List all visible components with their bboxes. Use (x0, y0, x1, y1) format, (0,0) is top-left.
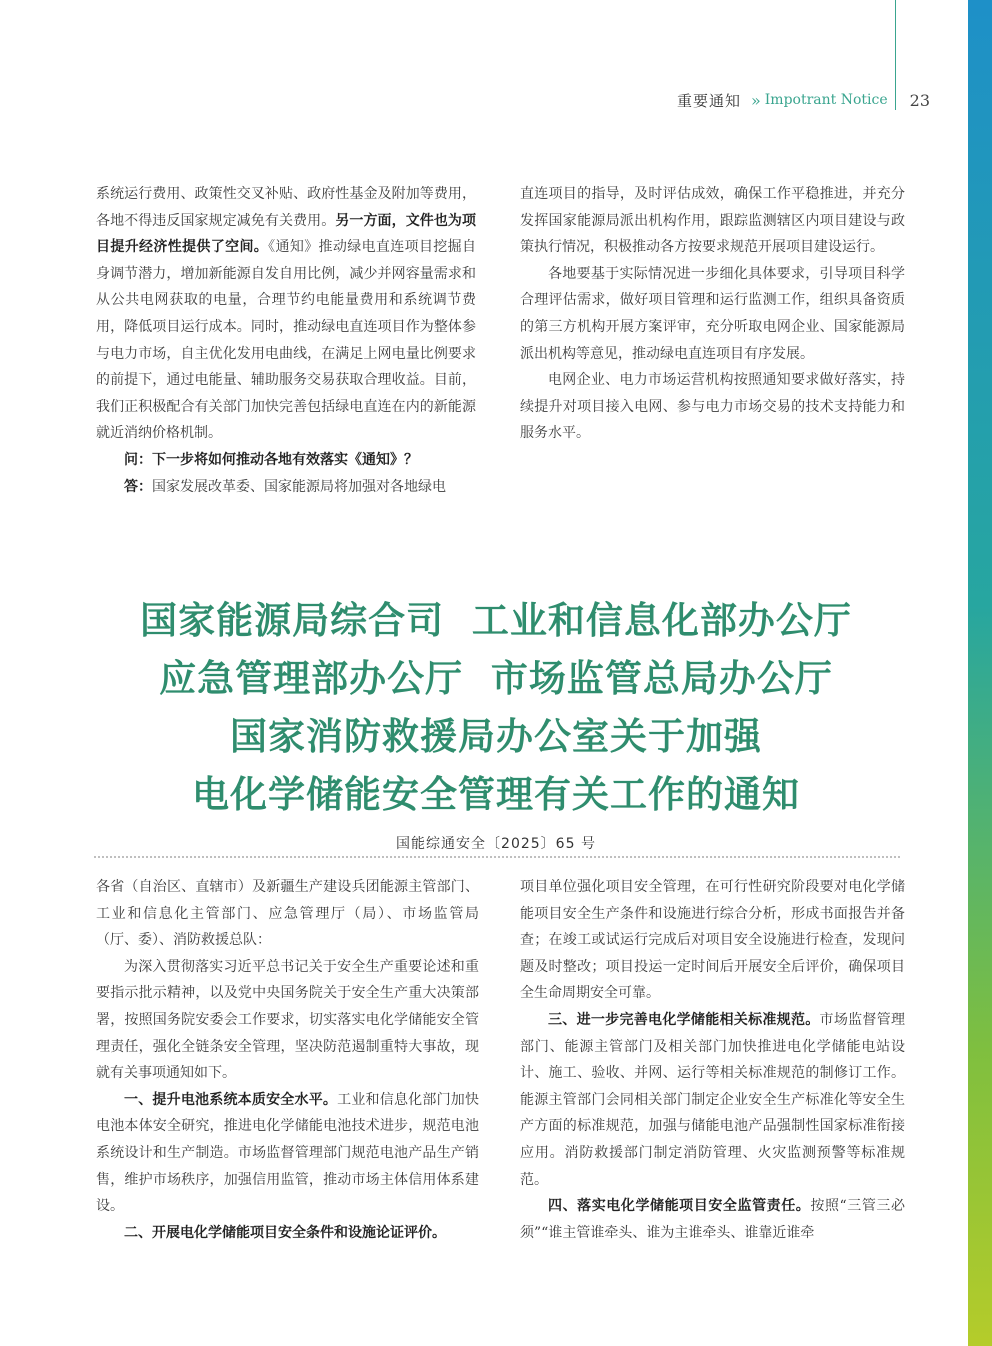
answer-text: 国家发展改革委、国家能源局将加强对各地绿电 (152, 478, 446, 495)
question-text: 问：下一步将如何推动各地有效落实《通知》？ (124, 451, 418, 468)
section-heading: 四、落实电化学储能项目安全监管责任。 (548, 1198, 811, 1215)
section-heading: 二、开展电化学储能项目安全条件和设施论证评价。 (124, 1224, 446, 1241)
question (96, 447, 476, 474)
text-run: 《通知》推动绿电直连项目挖掘自身调节潜力，增加新能源自发自用比例，减少并网容量需求和从公共电网获取的电量，合理节约电能量费用和系统调节费用，降低项目运行成本。同时，推动绿电直连项目作为整体参与电力市场，自主优化发用电曲线，在满足上网电量比例要求的前提下，通过电能量、辅助服务交易获取合理收益。目前，我们正积极配合有关部门加快完善包括绿电直连在内的新能源就近消纳价格机制。 (96, 239, 477, 442)
section-text: 工业和信息化部门加快电池本体安全研究，推进电化学储能电池技术进步，规范电池系统设计和生产制造。市场监督管理部门规范电池产品生产销售，维护市场秩序，加强信用监管，推动市场主体信用体系建设。 (96, 1091, 479, 1215)
section-heading: 一、提升电池系统本质安全水平。 (124, 1091, 338, 1108)
paragraph: 各地要基于实际情况进一步细化具体要求，引导项目科学合理评估需求，做好项目管理和运行监测工作，组织具备资质的第三方机构开展方案评审，充分听取电网企业、国家能源局派出机构等意见，推动绿电直连项目有序发展。 (520, 265, 905, 362)
double-chevron-icon: » (750, 90, 761, 110)
answer-label: 答： (124, 478, 152, 495)
answer (96, 474, 476, 501)
paragraph: 项目单位强化项目安全管理，在可行性研究阶段要对电化学储能项目安全生产条件和设施进行综合分析，形成书面报告并备查；在竣工或试运行完成后对项目安全设施进行检查，发现问题及时整改；项目投运一定时间后开展安全后评价，确保项目全生命周期安全可靠。 (520, 879, 905, 1002)
paragraph: 电网企业、电力市场运营机构按照通知要求做好落实，持续提升对项目接入电网、参与电力市场交易的技术支持能力和服务水平。 (520, 372, 905, 442)
section-text: 按照“三管三必须”“谁主管谁牵头、谁为主谁牵头、谁靠近谁牵 (520, 1198, 905, 1241)
section-2 (96, 1220, 479, 1247)
paragraph: 为深入贯彻落实习近平总书记关于安全生产重要论述和重要指示批示精神，以及党中央国务院关于安全生产重大决策部署，按照国务院安委会工作要求，切实落实电化学储能安全管理责任，强化全链条安全管理，坚决防范遏制重特大事故，现就有关事项通知如下。 (96, 958, 479, 1082)
section-title-en: Impotrant Notice (764, 92, 888, 108)
text-run: 系统运行费用、政策性交叉补贴、政府性基金及附加等费用，各地不得违反国家规定减免有关费用。 (96, 186, 476, 229)
bottom-right-column (520, 874, 905, 1246)
section-heading: 三、进一步完善电化学储能相关标准规范。 (548, 1011, 820, 1028)
running-header (0, 88, 930, 112)
section-title-cn: 重要通知 (676, 91, 741, 110)
addressee: 各省（自治区、直辖市）及新疆生产建设兵团能源主管部门、工业和信息化主管部门、应急管理厅（局）、市场监管局（厅、委）、消防救援总队： (96, 879, 479, 949)
section-4 (520, 1193, 905, 1246)
title-line: 电化学储能安全管理有关工作的通知 (192, 773, 800, 816)
document-number: 国能综通安全〔2025〕65 号 (396, 836, 596, 852)
section-1 (96, 1087, 479, 1220)
title-line: 国家能源局综合司 工业和信息化部办公厅 (140, 599, 852, 642)
section-text: 市场监督管理部门、能源主管部门及相关部门加快推进电化学储能电站设计、施工、验收、并网、运行等相关标准规范的制修订工作。能源主管部门会同相关部门制定企业安全生产标准化等安全生产方面的标准规范，加强与储能电池产品强制性国家标准衔接应用。消防救援部门制定消防管理、火灾监测预警等标准规范。 (520, 1011, 906, 1188)
bottom-left-column (96, 874, 479, 1246)
section-3 (520, 1007, 905, 1193)
article-title (0, 592, 992, 824)
title-line: 国家消防救援局办公室关于加强 (230, 715, 762, 758)
paragraph (96, 181, 476, 447)
title-line: 应急管理部办公厅 市场监管总局办公厅 (159, 657, 833, 700)
dotted-divider (94, 856, 900, 858)
bold-run: 另一方面，文件也为项目提升经济性提供了空间。 (96, 212, 477, 256)
top-left-column (96, 181, 476, 500)
top-right-column (520, 181, 905, 447)
paragraph: 直连项目的指导，及时评估成效，确保工作平稳推进，并充分发挥国家能源局派出机构作用，跟踪监测辖区内项目建设与政策执行情况，积极推动各方按要求规范开展项目建设运行。 (520, 186, 905, 256)
page-number: 23 (909, 90, 930, 110)
